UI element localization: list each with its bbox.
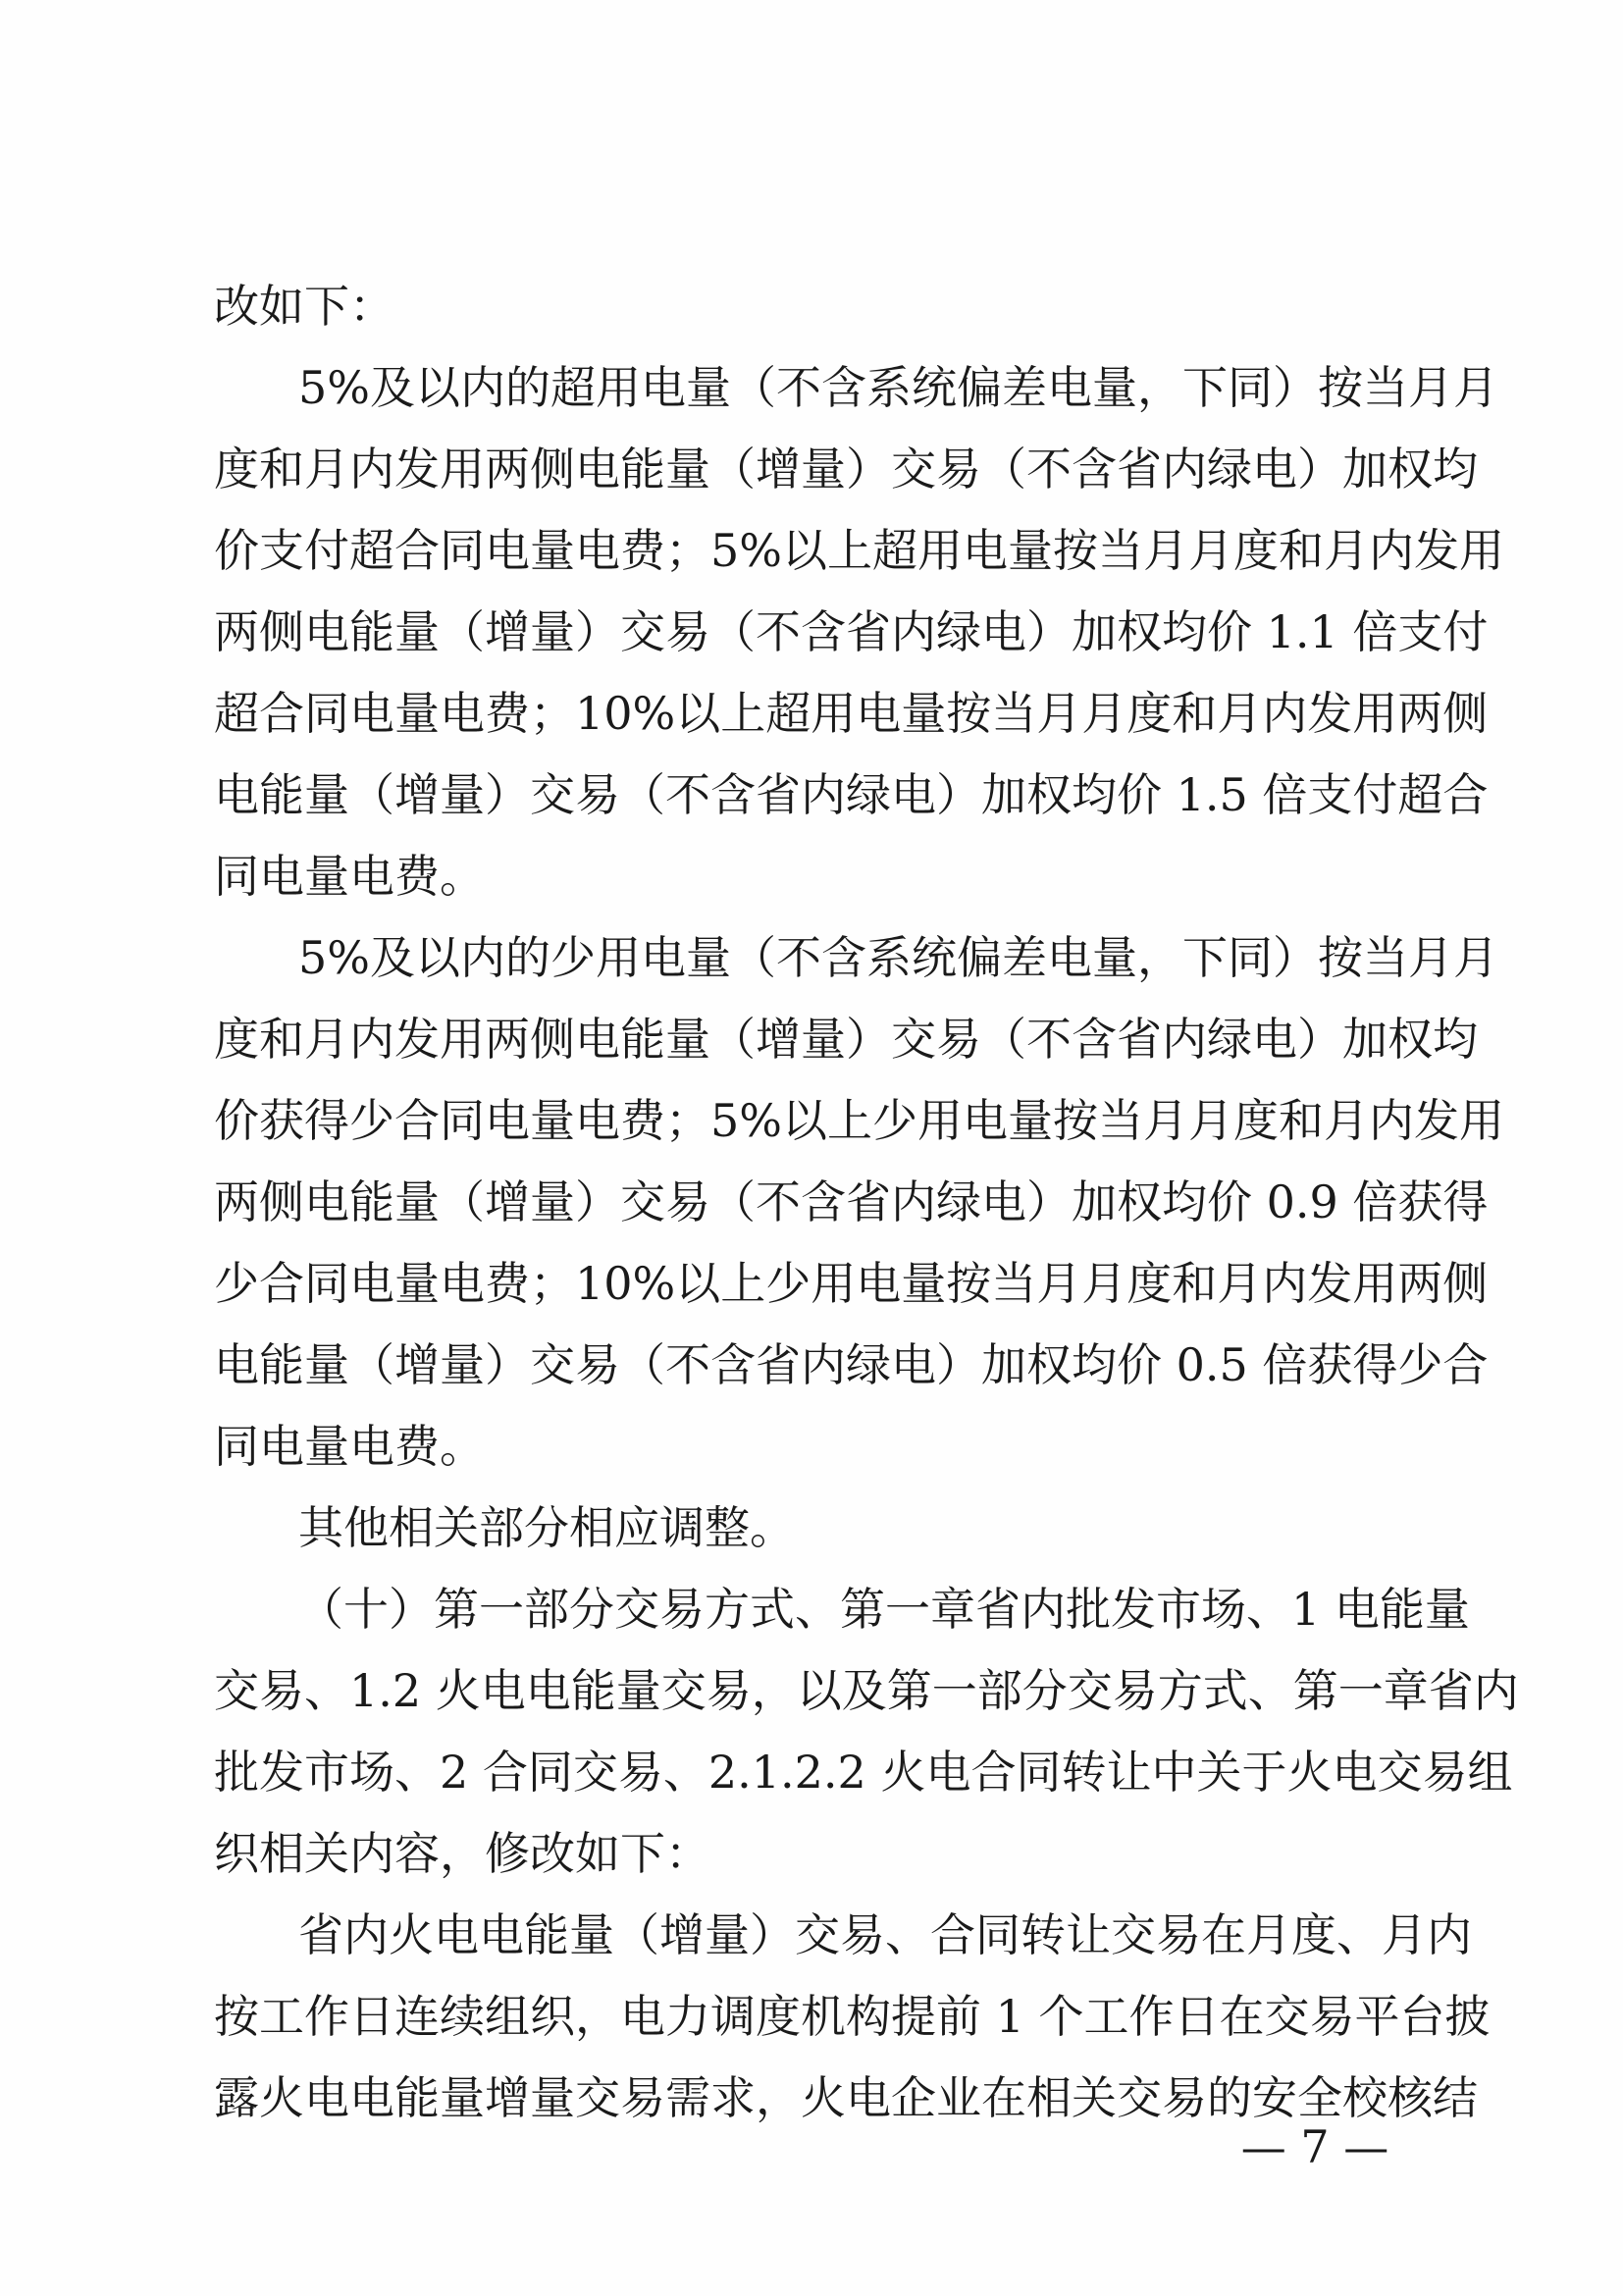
text-line-3: 度和月内发用两侧电能量（增量）交易（不含省内绿电）加权均: [214, 443, 1478, 496]
text-line-7: 电能量（增量）交易（不含省内绿电）加权均价 1.5 倍支付超合: [214, 768, 1489, 821]
text-line-11: 价获得少合同电量电费；5%以上少用电量按当月月度和月内发用: [214, 1094, 1504, 1147]
text-line-17: （十）第一部分交易方式、第一章省内批发市场、1 电能量: [298, 1583, 1470, 1636]
text-line-4: 价支付超合同电量电费；5%以上超用电量按当月月度和月内发用: [214, 524, 1504, 577]
text-line-12: 两侧电能量（增量）交易（不含省内绿电）加权均价 0.9 倍获得: [214, 1175, 1489, 1228]
text-line-22: 按工作日连续组织，电力调度机构提前 1 个工作日在交易平台披: [214, 1990, 1491, 2043]
text-line-2: 5%及以内的超用电量（不含系统偏差电量，下同）按当月月: [298, 361, 1498, 414]
text-line-14: 电能量（增量）交易（不含省内绿电）加权均价 0.5 倍获得少合: [214, 1338, 1489, 1391]
text-line-20: 织相关内容，修改如下：: [214, 1827, 710, 1880]
text-line-10: 度和月内发用两侧电能量（增量）交易（不含省内绿电）加权均: [214, 1013, 1478, 1066]
text-line-13: 少合同电量电费；10%以上少用电量按当月月度和月内发用两侧: [214, 1257, 1489, 1310]
page-number: — 7 —: [1240, 2120, 1389, 2173]
text-line-6: 超合同电量电费；10%以上超用电量按当月月度和月内发用两侧: [214, 687, 1489, 740]
text-line-1: 改如下：: [214, 280, 394, 333]
text-line-18: 交易、1.2 火电电能量交易，以及第一部分交易方式、第一章省内: [214, 1664, 1519, 1717]
text-line-15: 同电量电费。: [214, 1420, 485, 1473]
text-line-23: 露火电电能量增量交易需求，火电企业在相关交易的安全校核结: [214, 2071, 1478, 2124]
text-line-8: 同电量电费。: [214, 850, 485, 903]
text-line-21: 省内火电电能量（增量）交易、合同转让交易在月度、月内: [298, 1908, 1472, 1961]
text-line-9: 5%及以内的少用电量（不含系统偏差电量，下同）按当月月: [298, 931, 1498, 984]
text-line-16: 其他相关部分相应调整。: [298, 1501, 795, 1554]
text-line-5: 两侧电能量（增量）交易（不含省内绿电）加权均价 1.1 倍支付: [214, 605, 1489, 658]
text-line-19: 批发市场、2 合同交易、2.1.2.2 火电合同转让中关于火电交易组: [214, 1746, 1513, 1799]
